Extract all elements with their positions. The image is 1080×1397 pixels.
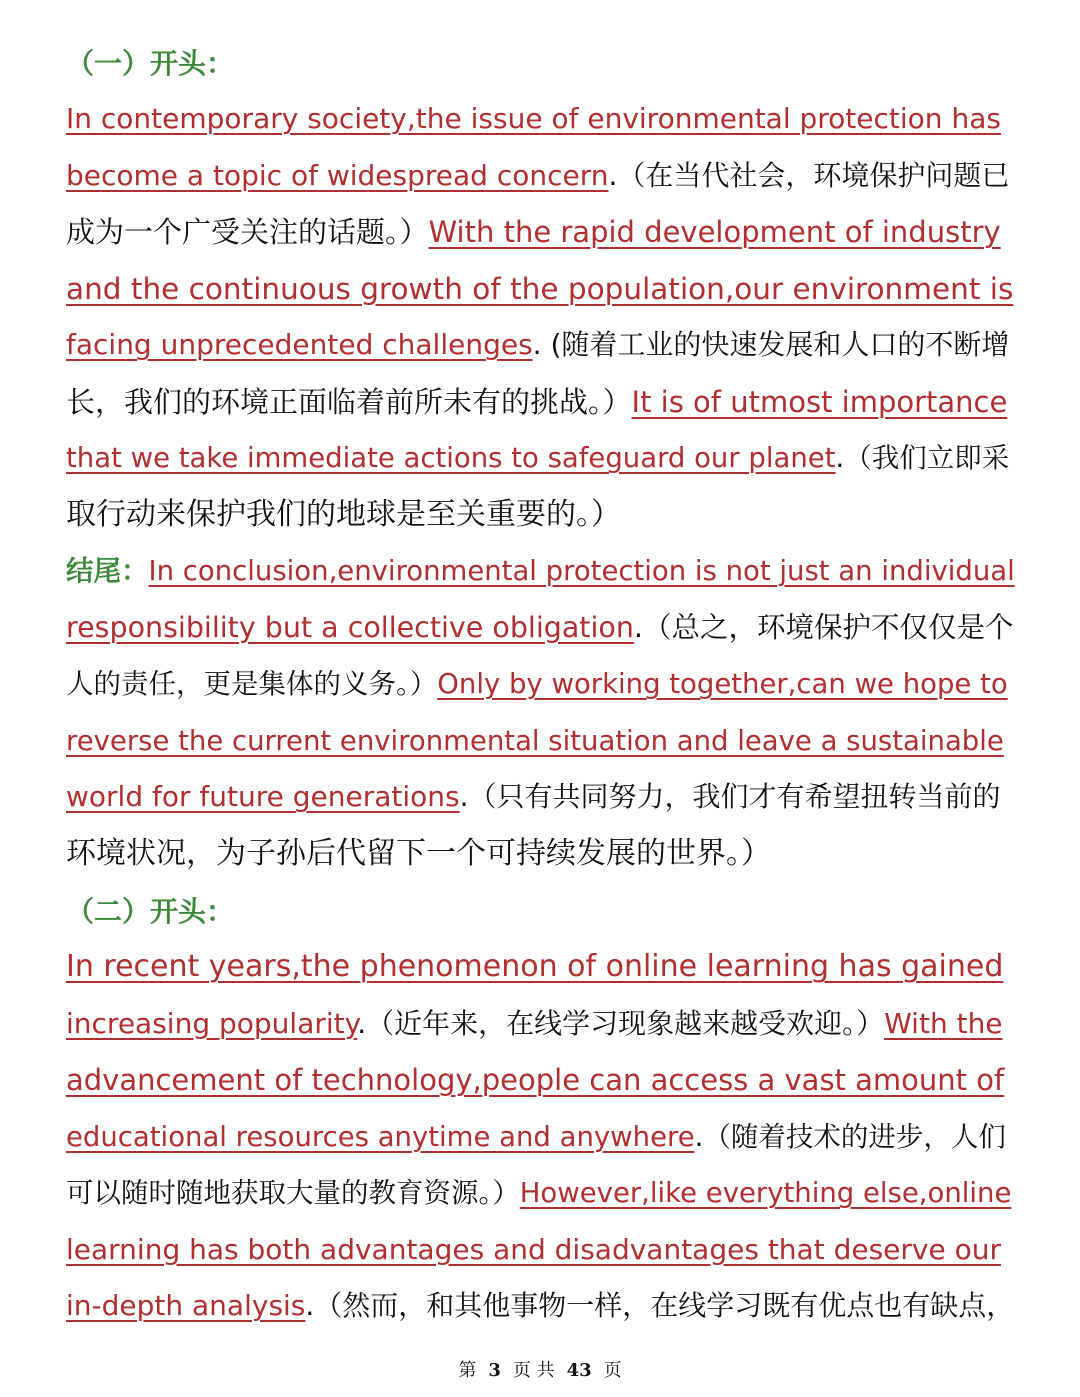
english-text: advancement of technology,people can access a vast amount of xyxy=(66,1063,1005,1097)
section1-line xyxy=(66,608,1016,648)
section1-line xyxy=(66,664,1016,704)
english-text: facing unprecedented challenges xyxy=(66,328,533,361)
section1-line xyxy=(66,438,1016,478)
chinese-translation: 人的责任，更是集体的义务。） xyxy=(66,668,438,700)
section1-line xyxy=(66,721,1016,761)
english-text: that we take immediate actions to safeguard our planet xyxy=(66,442,836,474)
section2-line xyxy=(66,1004,1016,1044)
chinese-translation: .（我们立即采 xyxy=(835,442,1010,474)
section2-line xyxy=(66,1060,1016,1100)
section1-heading: （一）开头： xyxy=(66,47,235,80)
section1-line xyxy=(66,156,1016,196)
english-text: In conclusion,environmental protection is not just an individual xyxy=(148,555,1015,587)
english-text: become a topic of widespread concern xyxy=(66,158,609,192)
footer-total-pages: 43 xyxy=(566,1360,592,1381)
section2-line xyxy=(66,1173,1016,1213)
chinese-translation: .（然而，和其他事物一样，在线学习既有优点也有缺点， xyxy=(305,1289,1015,1322)
footer-page-number: 3 xyxy=(488,1360,501,1381)
english-text: With the xyxy=(884,1006,1003,1040)
chinese-translation: 取行动来保护我们的地球是至关重要的。） xyxy=(66,496,621,532)
chinese-translation: .（随着技术的进步，人们 xyxy=(694,1120,1006,1153)
english-text: world for future generations xyxy=(66,780,460,813)
section1-line xyxy=(66,325,1016,365)
english-text: However,like everything else,online xyxy=(519,1177,1012,1209)
section1-line xyxy=(66,99,1016,139)
ending-label: 结尾： xyxy=(66,555,149,587)
english-text: Only by working together,can we hope to xyxy=(437,668,1008,700)
english-text: learning has both advantages and disadvantages that deserve our xyxy=(66,1232,1002,1266)
section1-line xyxy=(66,834,1016,874)
section2-heading: （二）开头： xyxy=(66,895,235,928)
chinese-translation: .（在当代社会，环境保护问题已 xyxy=(608,158,1010,192)
chinese-translation: .（近年来，在线学习现象越来越受欢迎。） xyxy=(357,1006,885,1040)
english-text: educational resources anytime and anywhere xyxy=(66,1120,695,1153)
chinese-translation: .（总之，环境保护不仅仅是个 xyxy=(633,610,1014,644)
section1-line xyxy=(66,212,1016,252)
english-text: responsibility but a collective obligation xyxy=(66,610,634,644)
section1-line xyxy=(66,777,1016,817)
english-text: increasing popularity xyxy=(66,1006,358,1040)
section1-line xyxy=(66,551,1016,591)
chinese-translation: . (随着工业的快速发展和人口的不断增 xyxy=(532,328,1010,361)
english-text: In recent years,the phenomenon of online learning has gained xyxy=(66,949,1004,984)
section2-line xyxy=(66,1286,1016,1326)
page-footer xyxy=(0,1356,1080,1382)
footer-prefix: 第 xyxy=(458,1360,477,1381)
chinese-translation: .（只有共同努力，我们才有希望扭转当前的 xyxy=(459,780,1001,813)
section1-line xyxy=(66,382,1016,422)
chinese-translation: 环境状况，为子孙后代留下一个可持续发展的世界。） xyxy=(66,835,771,871)
section2-line xyxy=(66,1230,1016,1270)
footer-suffix: 页 xyxy=(603,1360,622,1381)
english-text: With the rapid development of industry xyxy=(428,215,1001,249)
english-text: In contemporary society,the issue of environmental protection has xyxy=(66,102,1001,135)
english-text: and the continuous growth of the population,our environment is xyxy=(66,271,1014,306)
chinese-translation: 成为一个广受关注的话题。） xyxy=(66,215,429,249)
section1-line xyxy=(66,495,1016,535)
section2-line xyxy=(66,947,1016,987)
english-text: It is of utmost importance xyxy=(631,384,1008,419)
footer-mid: 页 共 xyxy=(512,1360,555,1381)
chinese-translation: 可以随时随地获取大量的教育资源。） xyxy=(66,1177,520,1209)
section1-line xyxy=(66,269,1016,309)
section2-line xyxy=(66,1117,1016,1157)
chinese-translation: 长，我们的环境正面临着前所未有的挑战。） xyxy=(66,384,632,419)
english-text: reverse the current environmental situation and leave a sustainable xyxy=(66,724,1004,757)
english-text: in-depth analysis xyxy=(66,1289,306,1322)
